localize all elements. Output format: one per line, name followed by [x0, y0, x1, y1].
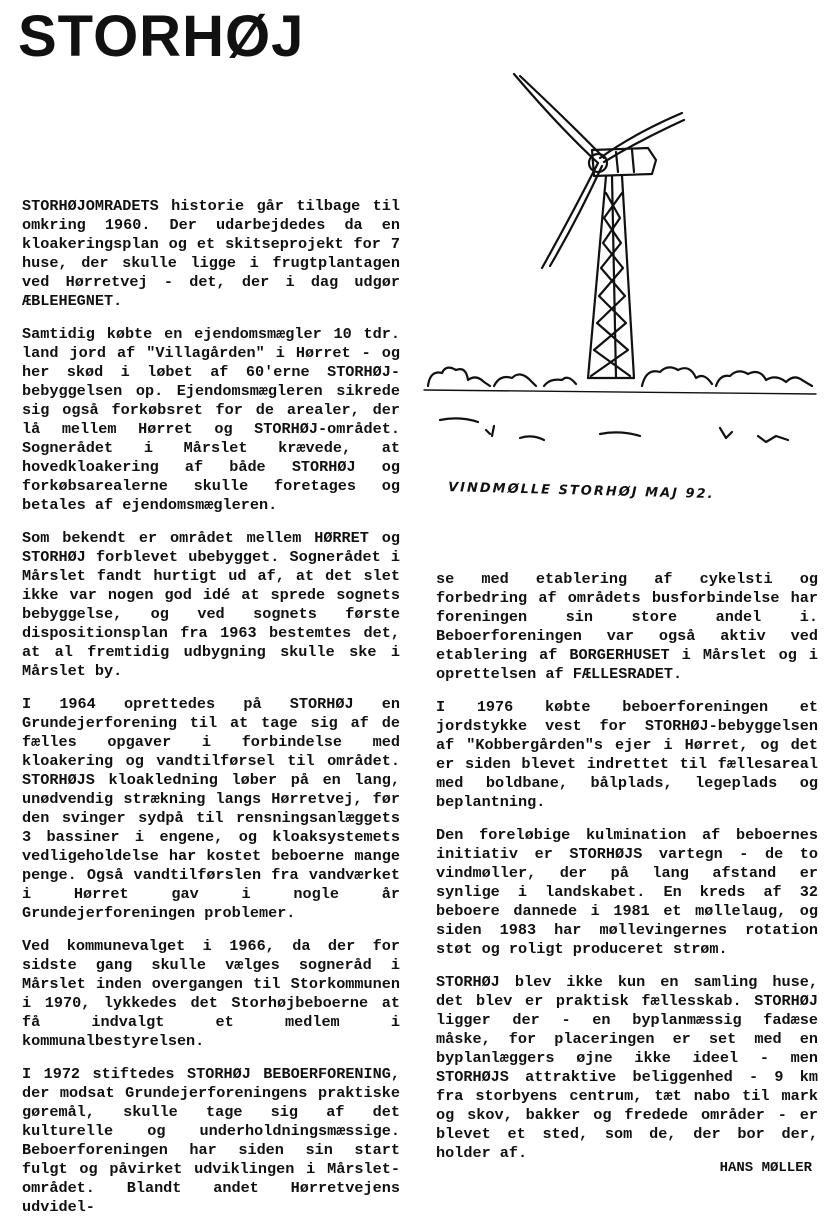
paragraph: I 1976 købte beboerforeningen et jordstykke vest for STORHØJ-bebyggelsen af "Kobbergården"s ejer i Hørret, og det er siden blevet indrettet til fællesareal med boldbane, bålplads, legeplads og beplantning. — [436, 698, 818, 811]
paragraph: STORHØJ blev ikke kun en samling huse, det blev er praktisk fællesskab. STORHØJ ligger der - en byplanmæssig fadæse måske, for placeringen er set med en byplanlæggers øjne ikke ideel - men STORHØJS attraktive beliggenhed - 9 km fra storbyens centrum, tæt nabo til mark og skov, bakker og fredede områder - er blevet et sted, som de, der bor der, holder af. — [436, 973, 818, 1162]
paragraph: Samtidig købte en ejendomsmægler 10 tdr. land jord af "Villagården" i Hørret - og her skød i løbet af 60'erne STORHØJ-bebyggelsen op. Ejendomsmægleren sikrede sig også forkøbsret for de arealer, der lå mellem Hørret og STORHØJ-området. Sognerådet i Mårslet krævede, at hovedkloakering af både STORHØJ og forkøbsarealerne skulle foretages og betales af ejendomsmægleren. — [22, 325, 400, 514]
author-signature: HANS MØLLER — [719, 1160, 812, 1176]
paragraph: Den foreløbige kulmination af beboernes initiativ er STORHØJS vartegn - de to vindmøller, der på lang afstand er synlige i landskabet. En kreds af 32 beboere dannede i 1981 et møllelaug, og siden 1983 har møllevingernes rotation støt og roligt produceret strøm. — [436, 826, 818, 958]
page-title: STORHØJ — [18, 4, 305, 69]
paragraph: Som bekendt er området mellem HØRRET og STORHØJ forblevet ubebygget. Sognerådet i Mårslet fandt hurtigt ud af, at det slet ikke var nogen god idé at sprede sognets bebyggelse, og ved sognets første dispositionsplan fra 1963 bestemtes det, at al fremtidig udbygning skulle ske i Mårslet by. — [22, 529, 400, 680]
article-column-right — [436, 570, 818, 1177]
paragraph: Ved kommunevalget i 1966, da der for sidste gang skulle vælges sogneråd i Mårslet inden overgangen til Storkommunen i 1970, lykkedes det Storhøjbeboerne at få indvalgt et medlem i kommunalbestyrelsen. — [22, 937, 400, 1050]
sketch-caption: VINDMØLLE STORHØJ MAJ 92. — [447, 480, 715, 503]
paragraph: se med etablering af cykelsti og forbedring af områdets busforbindelse har foreningen sin store andel i. Beboerforeningen var også aktiv ved etablering af BORGERHUSET i Mårslet og i oprettelsen af FÆLLESRADET. — [436, 570, 818, 683]
article-column-left — [22, 197, 400, 1231]
paragraph: STORHØJOMRADETS historie går tilbage til omkring 1960. Der udarbejdedes da en kloakeringsplan og et skitseprojekt for 7 huse, der skulle ligge i frugtplantagen ved Hørretvej - det, der i dag udgør ÆBLEHEGNET. — [22, 197, 400, 310]
paragraph: I 1964 oprettedes på STORHØJ en Grundejerforening til at tage sig af de fælles opgaver i forbindelse med kloakering og vandtilførsel til området. STORHØJS kloakledning løber på en lang, unødvendig strækning langs Hørretvej, før den svinger sydpå til rensningsanlæggets 3 bassiner i engene, og kloaksystemets vedligeholdelse har kostet beboerne mange penge. Også vandtilførslen fra vandværket i Hørret gav i nogle år Grundejerforeningen problemer. — [22, 695, 400, 922]
paragraph: I 1972 stiftedes STORHØJ BEBOERFORENING, der modsat Grundejerforeningens praktiske gøremål, skulle tage sig af det kulturelle og underholdningsmæssige. Beboerforeningen har siden sin start fulgt og påvirket udviklingen i Mårslet-området. Blandt andet Hørretvejens udvidel- — [22, 1065, 400, 1216]
windmill-sketch — [420, 68, 820, 468]
